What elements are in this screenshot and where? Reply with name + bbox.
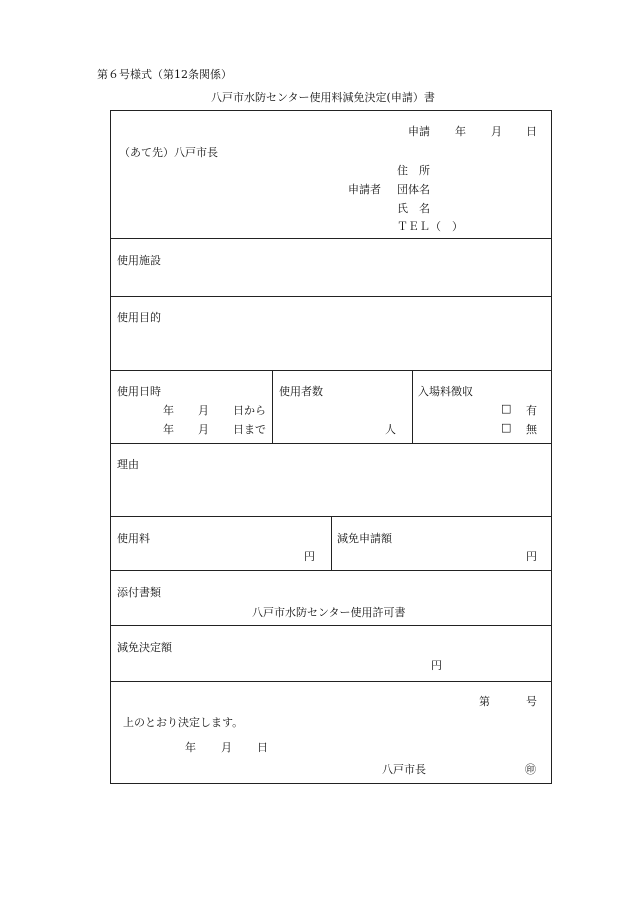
facility-label: 使用施設 xyxy=(117,254,161,267)
attachments-value: 八戸市水防センター使用許可書 xyxy=(252,606,406,619)
decision-amount-unit: 円 xyxy=(431,659,442,672)
divider xyxy=(111,370,551,371)
purpose-label: 使用目的 xyxy=(117,311,161,324)
admission-no-label: 無 xyxy=(526,423,537,436)
decision-statement: 上のとおり決定します。 xyxy=(123,716,244,729)
to-day-suffix: 日まで xyxy=(233,423,266,436)
users-unit: 人 xyxy=(385,423,396,436)
admission-fee-label: 入場料徴収 xyxy=(418,385,473,398)
admission-yes-label: 有 xyxy=(526,404,537,417)
form-title: 八戸市水防センター使用料減免決定(申請）書 xyxy=(211,91,435,104)
form-number: 第６号様式（第12条関係） xyxy=(97,68,232,81)
divider xyxy=(111,681,551,682)
to-month: 月 xyxy=(198,423,209,436)
usage-datetime-label: 使用日時 xyxy=(117,385,161,398)
address-label: 住 所 xyxy=(397,164,430,177)
decision-authority: 八戸市長 xyxy=(382,763,426,776)
divider xyxy=(111,625,551,626)
organization-label: 団体名 xyxy=(397,183,430,196)
application-form xyxy=(110,110,552,784)
addressee: （あて先）八戸市長 xyxy=(119,146,218,159)
decision-day: 日 xyxy=(257,741,268,754)
divider xyxy=(111,296,551,297)
applicant-label: 申請者 xyxy=(348,183,381,196)
to-year: 年 xyxy=(163,423,174,436)
divider xyxy=(272,370,273,443)
divider xyxy=(412,370,413,443)
decision-year: 年 xyxy=(185,741,196,754)
divider xyxy=(331,516,332,570)
name-label: 氏 名 xyxy=(397,202,430,215)
application-date-label: 申請 xyxy=(408,125,430,138)
divider xyxy=(111,443,551,444)
attachments-label: 添付書類 xyxy=(117,586,161,599)
fee-label: 使用料 xyxy=(117,532,150,545)
application-day: 日 xyxy=(526,125,537,138)
decision-number-suffix: 号 xyxy=(526,695,537,708)
from-day-suffix: 日から xyxy=(233,404,266,417)
seal-mark: ㊞ xyxy=(525,763,536,776)
application-year: 年 xyxy=(455,125,466,138)
application-month: 月 xyxy=(491,125,502,138)
admission-yes-checkbox[interactable]: □ xyxy=(501,402,512,415)
from-year: 年 xyxy=(163,404,174,417)
users-count-label: 使用者数 xyxy=(279,385,323,398)
tel-label: ＴＥＬ（ ） xyxy=(397,220,463,233)
from-month: 月 xyxy=(198,404,209,417)
admission-no-checkbox[interactable]: □ xyxy=(501,421,512,434)
divider xyxy=(111,570,551,571)
decision-number-prefix: 第 xyxy=(479,695,490,708)
reduction-request-unit: 円 xyxy=(526,550,537,563)
divider xyxy=(111,238,551,239)
decision-month: 月 xyxy=(221,741,232,754)
reduction-request-label: 減免申請額 xyxy=(337,532,392,545)
fee-unit: 円 xyxy=(304,550,315,563)
reason-label: 理由 xyxy=(117,458,139,471)
decision-amount-label: 減免決定額 xyxy=(117,641,172,654)
